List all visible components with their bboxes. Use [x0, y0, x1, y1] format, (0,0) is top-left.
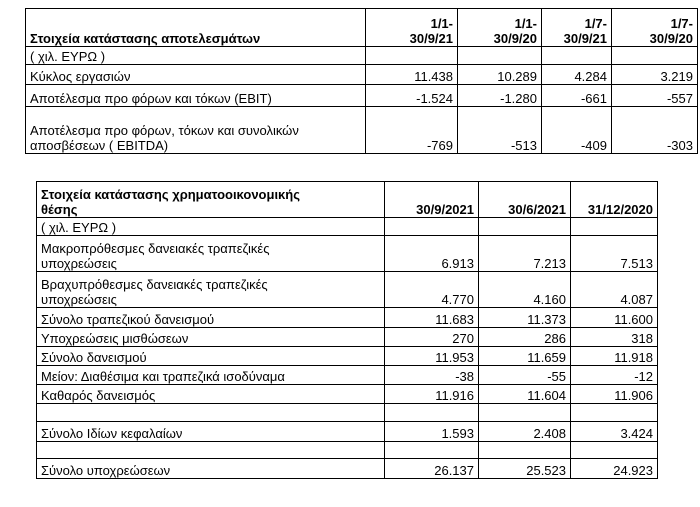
table-row: [37, 366, 658, 385]
cell-value: 318: [571, 328, 658, 347]
cell-value: 11.953: [385, 347, 479, 366]
unit-row: [37, 218, 658, 236]
income-title: Στοιχεία κατάστασης αποτελεσμάτων: [26, 9, 366, 47]
cell-value: -55: [479, 366, 571, 385]
table-row: [26, 65, 698, 85]
cell-value: -409: [542, 107, 612, 154]
table-row: [37, 422, 658, 442]
row-label: Αποτέλεσμα προ φόρων, τόκων και συνολικών αποσβέσεων ( EBITDA): [26, 107, 366, 154]
table-header-row: [26, 9, 698, 47]
table-row: [26, 107, 698, 154]
cell-value: -513: [458, 107, 542, 154]
cell-value: -1.524: [366, 85, 458, 107]
row-label: Σύνολο δανεισμού: [37, 347, 385, 366]
row-label: Αποτέλεσμα προ φόρων και τόκων (EBIT): [26, 85, 366, 107]
spacer-row: [37, 404, 658, 422]
unit-row: [26, 47, 698, 65]
cell-value: 25.523: [479, 459, 571, 479]
cell-value: -661: [542, 85, 612, 107]
cell-value: 270: [385, 328, 479, 347]
row-label: Σύνολο υποχρεώσεων: [37, 459, 385, 479]
cell-value: 11.600: [571, 308, 658, 328]
table-row: [37, 347, 658, 366]
cell-value: -303: [612, 107, 698, 154]
table-row: [37, 272, 658, 308]
date-header: 30/6/2021: [479, 182, 571, 218]
cell-value: 4.284: [542, 65, 612, 85]
row-label: Σύνολο τραπεζικού δανεισμού: [37, 308, 385, 328]
cell-value: -12: [571, 366, 658, 385]
table-row: [26, 85, 698, 107]
cell-value: -38: [385, 366, 479, 385]
row-label: Βραχυπρόθεσμες δανειακές τραπεζικές υποχρεώσεις: [37, 272, 385, 308]
cell-value: 4.770: [385, 272, 479, 308]
row-label: Μείον: Διαθέσιμα και τραπεζικά ισοδύναμα: [37, 366, 385, 385]
table-row: [37, 308, 658, 328]
cell-value: 10.289: [458, 65, 542, 85]
table-row: [37, 328, 658, 347]
cell-value: 1.593: [385, 422, 479, 442]
cell-value: 2.408: [479, 422, 571, 442]
cell-value: 4.160: [479, 272, 571, 308]
cell-value: 11.916: [385, 385, 479, 404]
cell-value: -1.280: [458, 85, 542, 107]
row-label: Υποχρεώσεις μισθώσεων: [37, 328, 385, 347]
cell-value: 3.219: [612, 65, 698, 85]
cell-value: -557: [612, 85, 698, 107]
row-label: Μακροπρόθεσμες δανειακές τραπεζικές υποχρεώσεις: [37, 236, 385, 272]
cell-value: 11.373: [479, 308, 571, 328]
unit-label: ( χιλ. ΕΥΡΩ ): [26, 47, 366, 65]
row-label: Σύνολο Ιδίων κεφαλαίων: [37, 422, 385, 442]
cell-value: 3.424: [571, 422, 658, 442]
row-label: Καθαρός δανεισμός: [37, 385, 385, 404]
period-header: 1/7- 30/9/20: [612, 9, 698, 47]
table-row: [37, 236, 658, 272]
cell-value: 7.213: [479, 236, 571, 272]
row-label: Κύκλος εργασιών: [26, 65, 366, 85]
period-header: 1/1- 30/9/21: [366, 9, 458, 47]
cell-value: 24.923: [571, 459, 658, 479]
cell-value: -769: [366, 107, 458, 154]
cell-value: 26.137: [385, 459, 479, 479]
balance-title: Στοιχεία κατάστασης χρηματοοικονομικής θέσης: [37, 182, 385, 218]
cell-value: 11.659: [479, 347, 571, 366]
cell-value: 11.918: [571, 347, 658, 366]
cell-value: 11.906: [571, 385, 658, 404]
date-header: 30/9/2021: [385, 182, 479, 218]
cell-value: 11.683: [385, 308, 479, 328]
cell-value: 11.438: [366, 65, 458, 85]
date-header: 31/12/2020: [571, 182, 658, 218]
cell-value: 286: [479, 328, 571, 347]
spacer-row: [37, 442, 658, 459]
income-statement-table: [25, 8, 698, 154]
unit-label: ( χιλ. ΕΥΡΩ ): [37, 218, 385, 236]
balance-sheet-table: [36, 181, 658, 479]
period-header: 1/1- 30/9/20: [458, 9, 542, 47]
table-header-row: [37, 182, 658, 218]
period-header: 1/7- 30/9/21: [542, 9, 612, 47]
table-row: [37, 459, 658, 479]
cell-value: 7.513: [571, 236, 658, 272]
cell-value: 11.604: [479, 385, 571, 404]
cell-value: 4.087: [571, 272, 658, 308]
cell-value: 6.913: [385, 236, 479, 272]
table-row: [37, 385, 658, 404]
